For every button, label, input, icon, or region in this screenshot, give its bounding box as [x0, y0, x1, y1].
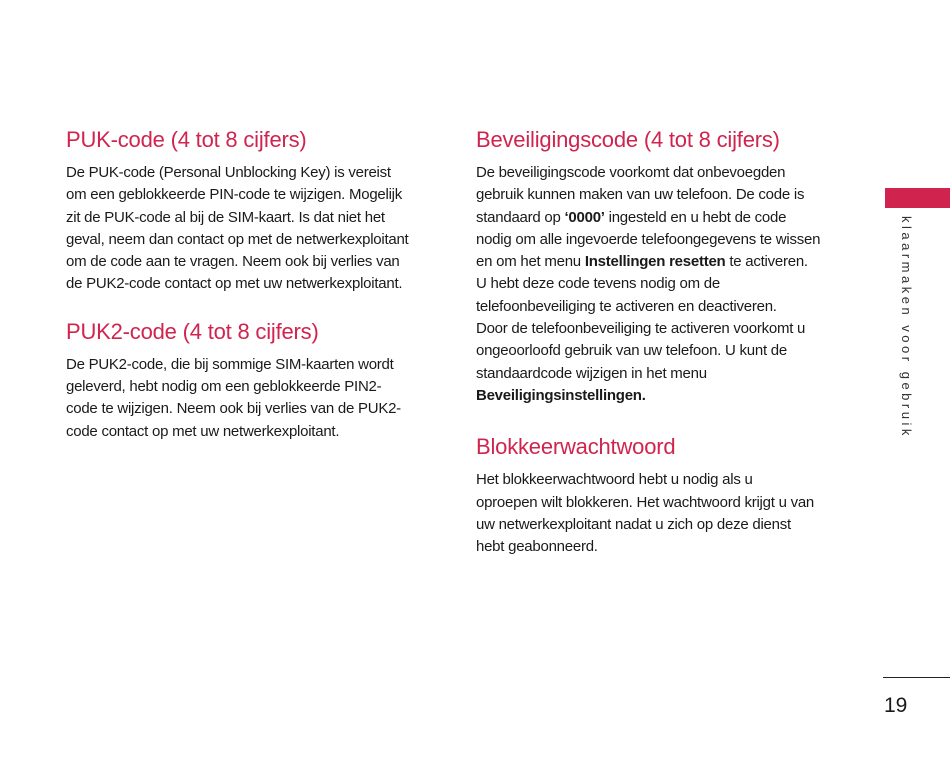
puk-code-line: de PUK2-code contact op met uw netwerkexploitant.: [66, 275, 403, 293]
security-line-text: ingesteld en u hebt de code: [604, 208, 787, 226]
chapter-tab-marker: [885, 188, 950, 208]
block-password-line: uw netwerkexploitant nadat u zich op deze dienst: [476, 515, 791, 533]
puk2-code-line: geleverd, hebt nodig om een geblokkeerde PIN2-: [66, 378, 382, 396]
security-line-text: te activeren.: [725, 253, 808, 271]
security-settings-menu-name: Beveiligingsinstellingen.: [476, 386, 646, 404]
section-puk-code: [66, 126, 446, 296]
page-number: 19: [884, 694, 908, 717]
security-code-line: telefoonbeveiliging te activeren en deactiveren.: [476, 297, 777, 315]
block-password-line: Het blokkeerwachtwoord hebt u nodig als u: [476, 471, 753, 489]
default-code-value: ‘0000’: [564, 208, 605, 226]
puk2-code-line: De PUK2-code, die bij sommige SIM-kaarten wordt: [66, 355, 394, 373]
puk2-code-line: code te wijzigen. Neem ook bij verlies van de PUK2-: [66, 400, 401, 418]
section-puk2-code: [66, 318, 446, 443]
puk-code-line: geval, neem dan contact op met de netwerkexploitant: [66, 230, 409, 248]
block-password-body: [476, 469, 856, 558]
puk-code-line: om een geblokkeerde PIN-code te wijzigen. Mogelijk: [66, 186, 403, 204]
puk2-code-heading: PUK2-code (4 tot 8 cijfers): [66, 318, 319, 344]
security-code-line: Door de telefoonbeveiliging te activeren voorkomt u: [476, 320, 806, 338]
security-code-line: De beveiligingscode voorkomt dat onbevoegden: [476, 164, 786, 181]
section-security-code: [476, 126, 856, 407]
security-line-text: en om het menu: [476, 253, 585, 271]
block-password-heading: Blokkeerwachtwoord: [476, 434, 676, 460]
chapter-side-label: klaarmaken voor gebruik: [899, 216, 914, 439]
block-password-line: oproepen wilt blokkeren. Het wachtwoord krijgt u van: [476, 493, 815, 511]
reset-settings-menu-name: Instellingen resetten: [584, 253, 726, 271]
puk-code-line: om de code aan te vragen. Neem ook bij verlies van: [66, 253, 400, 271]
page-number-rule: [883, 677, 950, 678]
security-code-heading: Beveiligingscode (4 tot 8 cijfers): [476, 127, 780, 152]
security-line-text: standaard op: [476, 208, 565, 226]
puk2-code-body: [66, 354, 446, 443]
security-code-line: ongeoorloofd gebruik van uw telefoon. U kunt de: [476, 342, 787, 360]
security-code-line: [476, 251, 856, 273]
security-code-line: gebruik kunnen maken van uw telefoon. De code is: [476, 186, 805, 204]
security-code-body: [476, 162, 856, 407]
section-block-password: [476, 433, 856, 558]
security-code-line: standaardcode wijzigen in het menu: [476, 364, 707, 382]
security-code-line: [476, 207, 856, 229]
security-code-line: U hebt deze code tevens nodig om de: [476, 275, 720, 293]
right-column: [476, 126, 856, 558]
block-password-line: hebt geabonneerd.: [476, 538, 598, 556]
puk-code-line: De PUK-code (Personal Unblocking Key) is vereist: [66, 164, 391, 181]
puk-code-line: zit de PUK-code al bij de SIM-kaart. Is dat niet het: [66, 208, 385, 226]
puk-code-heading: PUK-code (4 tot 8 cijfers): [66, 127, 307, 152]
security-code-line: nodig om alle ingevoerde telefoongegevens te wissen: [476, 230, 821, 248]
left-column: [66, 126, 446, 443]
puk-code-body: [66, 162, 446, 296]
puk2-code-line: code contact op met uw netwerkexploitant.: [66, 422, 340, 440]
